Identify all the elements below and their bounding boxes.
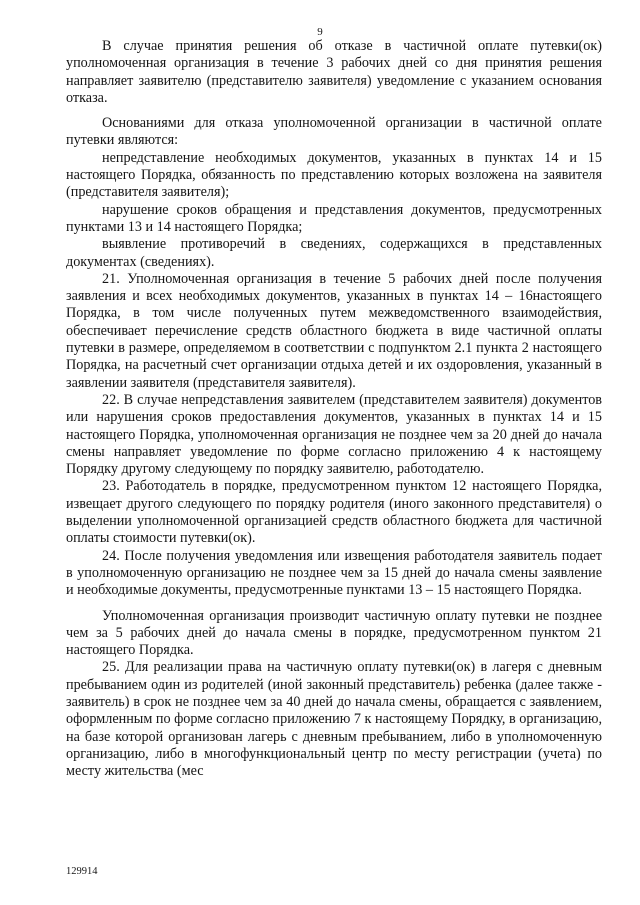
paragraph-ground-missing-documents: непредставление необходимых документов, указанных в пунктах 14 и 15 настоящего Порядка, обязанность по представлению которых возложена на заявителя (представителя заявителя); [66,149,602,201]
paragraph-refusal-grounds-intro: Основаниями для отказа уполномоченной организации в частичной оплате путевки являются: [66,115,602,149]
paragraph-clause-21: 21. Уполномоченная организация в течение 5 рабочих дней после получения заявления и всех необходимых документов, указанных в пунктах 14 – 16настоящего Порядка, в том числе полученных путем межведомственного взаимодействия, обеспечивает перечисление средств областного бюджета в виде частичной оплаты путевки в размере, определяемом в соответствии с подпунктом 2.1 пункта 2 настоящего Порядка, на расчетный счет организации отдыха детей и их оздоровления, указанный в заявлении заявителя (представителя заявителя). [66,270,602,391]
page-number: 9 [317,26,323,38]
paragraph-clause-24: 24. После получения уведомления или извещения работодателя заявитель подает в уполномоченную организацию не позднее чем за 15 дней до начала смены заявление и необходимые документы, предусмотренные пунктами 13 – 15 настоящего Порядка. [66,547,602,599]
paragraph-clause-23: 23. Работодатель в порядке, предусмотренном пунктом 12 настоящего Порядка, извещает другого следующего по порядку родителя (иного законного представителя) о выделении уполномоченной организацией средств областного бюджета для частичной оплаты стоимости путевки(ок). [66,478,602,547]
document-code: 129914 [66,866,98,877]
paragraph-clause-25: 25. Для реализации права на частичную оплату путевки(ок) в лагеря с дневным пребыванием один из родителей (иной законный представитель) ребенка (далее также - заявитель) в срок не позднее чем за 40 дней до начала смены, обращается с заявлением, оформленным по форме согласно приложению 7 к настоящему Порядку, в организацию, на базе которой организован лагерь с дневным пребыванием, либо в уполномоченную организацию, либо в многофункциональный центр по месту регистрации (учета) по месту жительства (мес [66,659,602,780]
paragraph-refusal-notice: В случае принятия решения об отказе в частичной оплате путевки(ок) уполномоченная организация в течение 3 рабочих дней со дня принятия решения направляет заявителю (представителю заявителя) уведомление с указанием основания отказа. [66,38,602,106]
document-body [66,38,602,780]
paragraph-partial-payment: Уполномоченная организация производит частичную оплату путевки не позднее чем за 5 рабочих дней до начала смены в порядке, предусмотренном пунктом 21 настоящего Порядка. [66,607,602,659]
paragraph-ground-deadline-violation: нарушение сроков обращения и представления документов, предусмотренных пунктами 13 и 14 настоящего Порядка; [66,201,602,235]
paragraph-clause-22: 22. В случае непредставления заявителем (представителем заявителя) документов или нарушения сроков предоставления документов, указанных в пунктах 14 и 15 настоящего Порядка, уполномоченная организация не позднее чем за 20 дней до начала смены направляет уведомление по форме согласно приложению 4 к настоящему Порядку другому следующему по порядку заявителю, работодателю. [66,391,602,478]
paragraph-ground-contradictions: выявление противоречий в сведениях, содержащихся в представленных документах (сведениях). [66,236,602,270]
